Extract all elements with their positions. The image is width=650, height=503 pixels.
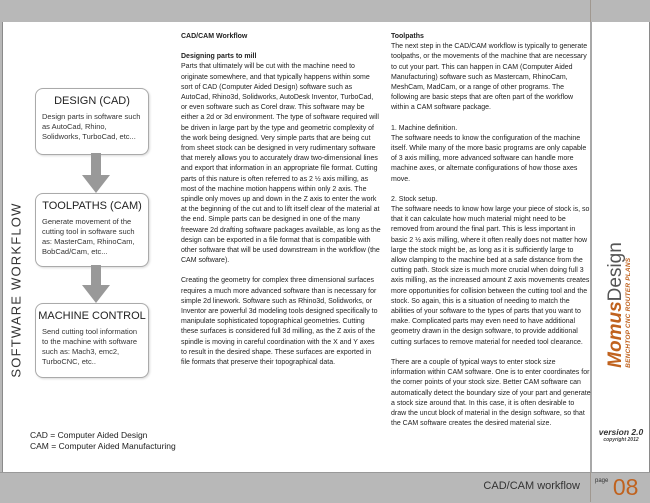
workflow-title-text: SOFTWARE WORKFLOW <box>8 202 24 378</box>
footer-divider <box>590 472 591 502</box>
paragraph: The software needs to know the configuration of the machine itself. While many of the more basic programs are only capable of 3 axis milling, more advanced software can handle more machine axes, or alternate configurations of how those axes move. <box>391 134 587 183</box>
paragraph: Creating the geometry for complex three dimensional surfaces requires a much more advanced software than is necessary for simple 2d linework. Software such as Rhino3d, Solidworks, or Inventor are powerful 3d modeling tools designed specifically to manipulate sophisticated topographical geometries. Cutting these surfaces is considered full 3d milling, as the Z axis of the spindle is moving in careful coordination with the X and Y axes to result in the desired shape. These surfaces are exported in file formats that preserve their topographical data. <box>181 277 378 367</box>
brand-logo <box>598 220 640 390</box>
brand-name: MomusDesign <box>605 242 626 368</box>
workflow-vertical-title <box>6 160 26 420</box>
box-body: Design parts in software such as AutoCad, Rhino, Solidworks, TurboCad, etc... <box>42 112 141 141</box>
box-title: MACHINE CONTROL <box>38 310 146 322</box>
down-arrow-icon <box>81 265 111 303</box>
workflow-box-toolpaths <box>35 193 149 267</box>
workflow-box-machine-control <box>35 303 149 378</box>
page-number <box>595 474 638 500</box>
box-title: DESIGN (CAD) <box>54 95 130 107</box>
version-label: version 2.0 <box>598 427 644 437</box>
section-heading: Designing parts to mill <box>181 53 257 61</box>
acronym-definitions <box>30 430 176 452</box>
definition-cam: CAM = Computer Aided Manufacturing <box>30 441 176 451</box>
workflow-box-design <box>35 88 149 155</box>
copyright-label: copyright 2012 <box>603 437 639 443</box>
brand-tagline: BENCHTOP CNC ROUTER PLANS <box>625 257 632 368</box>
box-body: Send cutting tool information to the machine with software such as: Mach3, emc2, TurboCNC, etc.. <box>42 327 138 366</box>
top-divider <box>590 0 591 22</box>
section-heading: Toolpaths <box>391 33 424 40</box>
column-title: CAD/CAM Workflow <box>181 33 248 40</box>
box-body: Generate movement of the cutting tool in software such as: MasterCam, RhinoCam, BobCad/Cam, etc... <box>42 217 135 256</box>
paragraph: The next step in the CAD/CAM workflow is typically to generate toolpaths, or the movements of the machine that are necessary to cut your part. This can happen in CAM (Computer Aided Manufacturing) software such as Mastercam, RhinoCam, MeshCam, MadCam, or a range of other programs. The following are basic steps that are often part of the workflow within a CAM software package. <box>391 43 588 112</box>
top-margin-band <box>0 0 650 22</box>
footer-section-title: CAD/CAM workflow <box>483 480 580 492</box>
version-info <box>598 427 644 443</box>
step-title: 1. Machine definition. <box>391 124 458 132</box>
page-word: page <box>595 478 609 484</box>
down-arrow-icon <box>81 153 111 193</box>
step-title: 2. Stock setup. <box>391 195 438 203</box>
definition-cad: CAD = Computer Aided Design <box>30 430 148 440</box>
paragraph: There are a couple of typical ways to enter stock size information within CAM software. One is to enter coordinates for the corner points of your stock size. Better CAM software can automatically detect the boundary size of your part and generate a stock size around that. In this case, it is often desirable to draw the uncut block of material in the design software, so that the CAM software creates the desired material size. <box>391 358 591 428</box>
paragraph: The software needs to know how large your piece of stock is, so that it can calculate how much material might need to be removed from around the final part. This is less important in basic 2 ½ axis milling, where it often really does not matter how large the stock might be, as long as it is sufficiently large to allow clamping to the machine bed at a safe distance from the cutting path. Stock size is much more crucial when doing full 3 axis milling, as the increased amount Z axis movements creates more opportunities for collision between the cutting tool and the stock. So again, this is a situation of needing to match the abilities of your software to the types of parts that you want to make. Complicated parts may even need to have additional geometry drawn in the design software, to provide additional cutting surfaces to remove material for needed tool clearance. <box>391 206 590 346</box>
text-column-2 <box>391 32 591 439</box>
box-title: TOOLPATHS (CAM) <box>42 200 142 212</box>
text-column-1 <box>181 32 381 378</box>
paragraph: Parts that ultimately will be cut with the machine need to originate somewhere, and that typically happens within some sort of CAD (Computer Aided Design) software such as AutoCad, Rhino3d, Solidworks, AutoDesk Inventor, TurboCad, or even software such as Corel draw. This software may be either a 2d or 3d environment. The type of software required will be driven in large part by the type and geometric complexity of the work being designed. Very simple parts that are being cut from sheet stock can be designed in very rudimentary software that merely allows you to accurately draw two-dimensional lines and export that information in an appropriate file format. Cutting parts of this nature is often referred to as 2 ½ axis milling, as most of the machine motion happens within only 2 axis. The spindle only moves up and down in the Z axis to enter the work at the beginning of the cut and to lift itself clear of the material at the end. Simple parts can be designed in one of the many freeware 2d drafting software packages available, as long as the design can be exported in a file format that is compatible with other software that will be used downstream in the workflow (the CAM software). <box>181 63 381 265</box>
page-number-value: 08 <box>612 474 639 500</box>
